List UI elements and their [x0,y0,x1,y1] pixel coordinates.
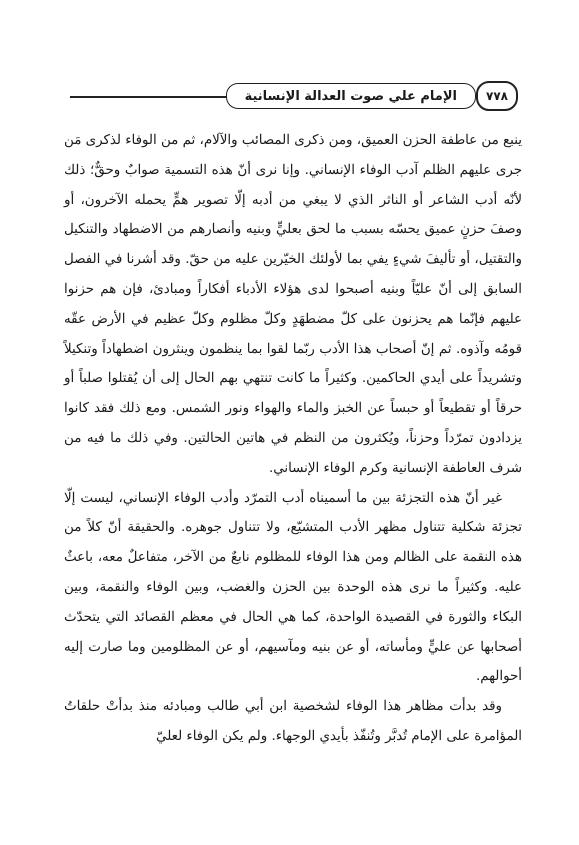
running-title: الإمام علي صوت العدالة الإنسانية [226,83,476,109]
running-header [70,80,518,110]
paragraph-1: ينبع من عاطفة الحزن العميق، ومن ذكرى المصائب والآلام، ثم من الوفاء لذكرى مَن جرى عليهم الظلم آدب الوفاء الإنساني. وإنا نرى أنّ هذه التسمية صوابٌ وحقٌّ؛ ذلك لأنّه أدب الشاعر أو الناثر الذي لا يبغي من أدبه إلّا تصوير همٍّ يحمله الآخرون، أو وصفَ حزنٍ عميق يحسّه بسبب ما لحق بعليٍّ وبنيه وأنصارهم من الاضطهاد والتنكيل والتقتيل، أو تأليفَ شيءٍ يفي بما لأولئك الخيّرين عليه من حقّ. وقد أشرنا في الفصل السابق إلى أنّ عليّاً وبنيه أصبحوا لدى هؤلاء الأدباء أفكاراً ومبادئ، فإن هم حزنوا عليهم فإنّما هم يحزنون على كلّ مضطهَدٍ وكلّ مظلوم وكلّ عظيم في الأرض عقّه قومُه وآذوه. ثم إنّ أصحاب هذا الأدب ربّما لقوا بما ينظمون وينثرون اضطهاداً وتنكيلاً وتشريداً على أيدي الحاكمين. وكثيراً ما كانت تنتهي بهم الحال إلى أن يُقتلوا صلباً أو حرقاً أو تقطيعاً أو حبساً عن الخبز والماء والهواء ونور الشمس. ومع ذلك فقد كانوا يزدادون تمرّداً وحزناً، ويُكثرون من النظم في هاتين الحالتين. وفي ذلك ما فيه من شرف العاطفة الإنسانية وكرم الوفاء الإنساني. [64,133,522,476]
paragraph-3: وقد بدأت مظاهر هذا الوفاء لشخصية ابن أبي طالب ومبادئه منذ بدأتْ حلقاتُ المؤامرة على الإمام تُدبَّر وتُنفّذ بأيدي الوجهاء. ولم يكن الوفاء لعليّ [64,699,522,744]
paragraph-2: غير أنّ هذه التجزئة بين ما أسميناه أدب التمرّد وأدب الوفاء الإنساني، ليست إلّا تجزئة شكلية تتناول مظهر الأدب المتشيّع، ولا تتناول جوهره. والحقيقة أنّ كلاً من هذه النقمة على الظالم ومن هذا الوفاء للمظلوم نابعٌ من الآخر، متفاعلٌ معه، باعثٌ عليه. وكثيراً ما نرى هذه الوحدة بين الحزن والغضب، وبين الوفاء والنقمة، وبين البكاء والثورة في القصيدة الواحدة، كما هي الحال في معظم القصائد التي يتحدّث أصحابها عن عليٍّ ومأساته، أو عن بنيه ومآسيهم، أو عن المظلومين وما صارت إليه أحوالهم. [64,490,522,685]
page-number: ٧٧٨ [476,81,518,111]
body-text [64,126,522,752]
